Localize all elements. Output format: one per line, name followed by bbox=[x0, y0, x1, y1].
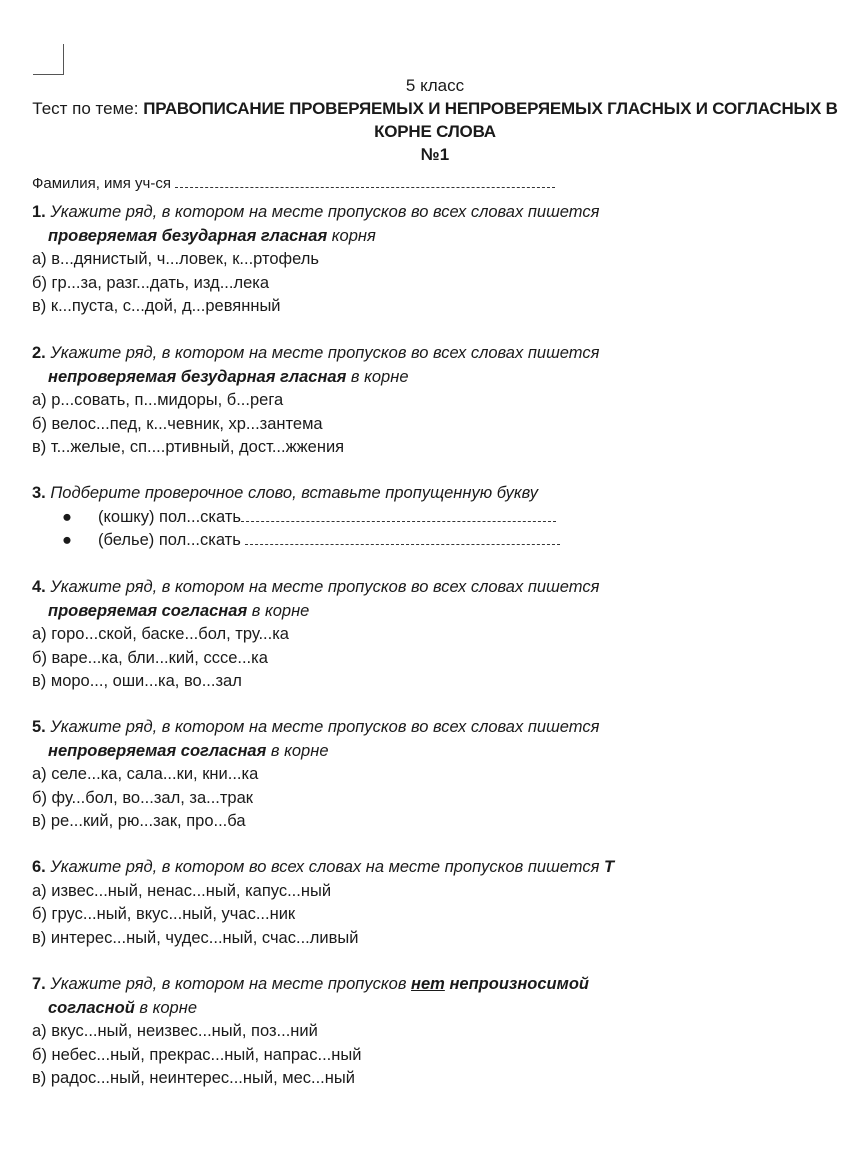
bullet-icon: ● bbox=[62, 507, 72, 526]
answer-option-a[interactable]: а) вкус...ный, неизвес...ный, поз...ний bbox=[32, 1022, 318, 1040]
bullet-item bbox=[32, 529, 832, 553]
question-number: 6. bbox=[32, 858, 46, 876]
question-6 bbox=[32, 856, 832, 950]
question-2 bbox=[32, 342, 832, 460]
question-text: Подберите проверочное слово, вставьте пропущенную букву bbox=[45, 484, 538, 502]
question-tail: в корне bbox=[346, 367, 409, 386]
answer-blank[interactable] bbox=[245, 532, 560, 545]
question-number: 7. bbox=[32, 975, 46, 993]
question-emphasis-2: согласной bbox=[48, 998, 135, 1017]
question-text: Укажите ряд, в котором во всех словах на месте пропусков пишется bbox=[45, 858, 604, 876]
question-tail: в корне bbox=[266, 741, 329, 760]
answer-option-b[interactable]: б) грус...ный, вкус...ный, учас...ник bbox=[32, 905, 296, 923]
document-header bbox=[20, 74, 850, 166]
answer-option-a[interactable]: а) извес...ный, ненас...ный, капус...ный bbox=[32, 881, 332, 900]
student-name-field bbox=[32, 175, 555, 192]
page-corner-mark bbox=[33, 44, 64, 75]
answer-option-a[interactable]: а) в...дянистый, ч...ловек, к...ртофель bbox=[32, 250, 319, 268]
question-tail: в корне bbox=[134, 998, 197, 1017]
question-text: Укажите ряд, в котором на месте пропусков во всех словах пишется bbox=[45, 578, 600, 596]
question-5 bbox=[32, 716, 832, 834]
bullet-icon: ● bbox=[62, 531, 72, 549]
answer-option-c[interactable]: в) т...желые, сп....ртивный, дост...жжения bbox=[32, 438, 345, 456]
question-text: Укажите ряд, в котором на месте пропусков bbox=[45, 975, 412, 993]
question-tail: корня bbox=[327, 226, 376, 245]
question-tail: в корне bbox=[247, 601, 310, 620]
answer-option-b[interactable]: б) велос...пед, к...чевник, хр...зантема bbox=[32, 414, 323, 433]
question-number: 1. bbox=[32, 203, 46, 221]
question-3 bbox=[32, 482, 832, 553]
question-number: 5. bbox=[32, 718, 46, 736]
answer-option-c[interactable]: в) ре...кий, рю...зак, про...ба bbox=[32, 812, 246, 830]
answer-option-c[interactable]: в) радос...ный, неинтерес...ный, мес...ный bbox=[32, 1069, 355, 1087]
bullet-item bbox=[32, 506, 832, 530]
question-emphasis: проверяемая безударная гласная bbox=[48, 226, 328, 245]
question-emphasis: непроверяемая согласная bbox=[48, 741, 267, 760]
title-prefix: Тест по теме: bbox=[32, 99, 144, 118]
question-number: 2. bbox=[32, 344, 46, 362]
answer-option-c[interactable]: в) интерес...ный, чудес...ный, счас...ливый bbox=[32, 928, 359, 947]
bullet-text: (кошку) пол...скать bbox=[98, 507, 241, 526]
grade-label: 5 класс bbox=[405, 76, 465, 95]
question-text: Укажите ряд, в котором на месте пропусков во всех словах пишется bbox=[45, 344, 600, 362]
title-main: ПРАВОПИСАНИЕ ПРОВЕРЯЕМЫХ И НЕПРОВЕРЯЕМЫХ ГЛАСНЫХ И СОГЛАСНЫХ В КОРНЕ СЛОВА bbox=[143, 99, 838, 141]
question-4 bbox=[32, 576, 832, 694]
question-text: Укажите ряд, в котором на месте пропусков во всех словах пишется bbox=[45, 203, 600, 221]
question-emphasis: Т bbox=[603, 858, 615, 876]
question-1 bbox=[32, 201, 832, 319]
question-emphasis: проверяемая согласная bbox=[48, 601, 248, 620]
answer-option-b[interactable]: б) варе...ка, бли...кий, ссce...ка bbox=[32, 648, 268, 667]
question-text: Укажите ряд, в котором на месте пропусков во всех словах пишется bbox=[45, 718, 600, 736]
answer-option-c[interactable]: в) к...пуста, с...дой, д...ревянный bbox=[32, 297, 281, 315]
answer-option-c[interactable]: в) моро..., оши...ка, во...зал bbox=[32, 672, 242, 690]
question-emphasis-underlined: нет bbox=[411, 975, 445, 993]
answer-option-a[interactable]: а) селе...ка, сала...ки, кни...ка bbox=[32, 765, 259, 783]
answer-option-b[interactable]: б) фу...бол, во...зал, за...трак bbox=[32, 788, 254, 807]
test-title bbox=[20, 97, 850, 143]
test-number: №1 bbox=[420, 145, 450, 164]
question-emphasis: непроизносимой bbox=[444, 975, 589, 993]
answer-option-a[interactable]: а) горо...ской, баске...бол, тру...ка bbox=[32, 625, 289, 643]
bullet-text: (белье) пол...скать bbox=[98, 531, 246, 549]
student-name-label: Фамилия, имя уч-ся bbox=[32, 175, 171, 192]
answer-blank[interactable] bbox=[241, 509, 556, 522]
answer-option-b[interactable]: б) гр...за, разг...дать, изд...лека bbox=[32, 273, 270, 292]
answer-option-b[interactable]: б) небес...ный, прекрас...ный, напрас...ный bbox=[32, 1045, 362, 1064]
student-name-blank[interactable] bbox=[175, 175, 555, 188]
question-number: 3. bbox=[32, 484, 46, 502]
question-7 bbox=[32, 973, 832, 1091]
question-number: 4. bbox=[32, 578, 46, 596]
question-emphasis: непроверяемая безударная гласная bbox=[48, 367, 347, 386]
answer-option-a[interactable]: а) р...совать, п...мидоры, б...рега bbox=[32, 391, 284, 409]
